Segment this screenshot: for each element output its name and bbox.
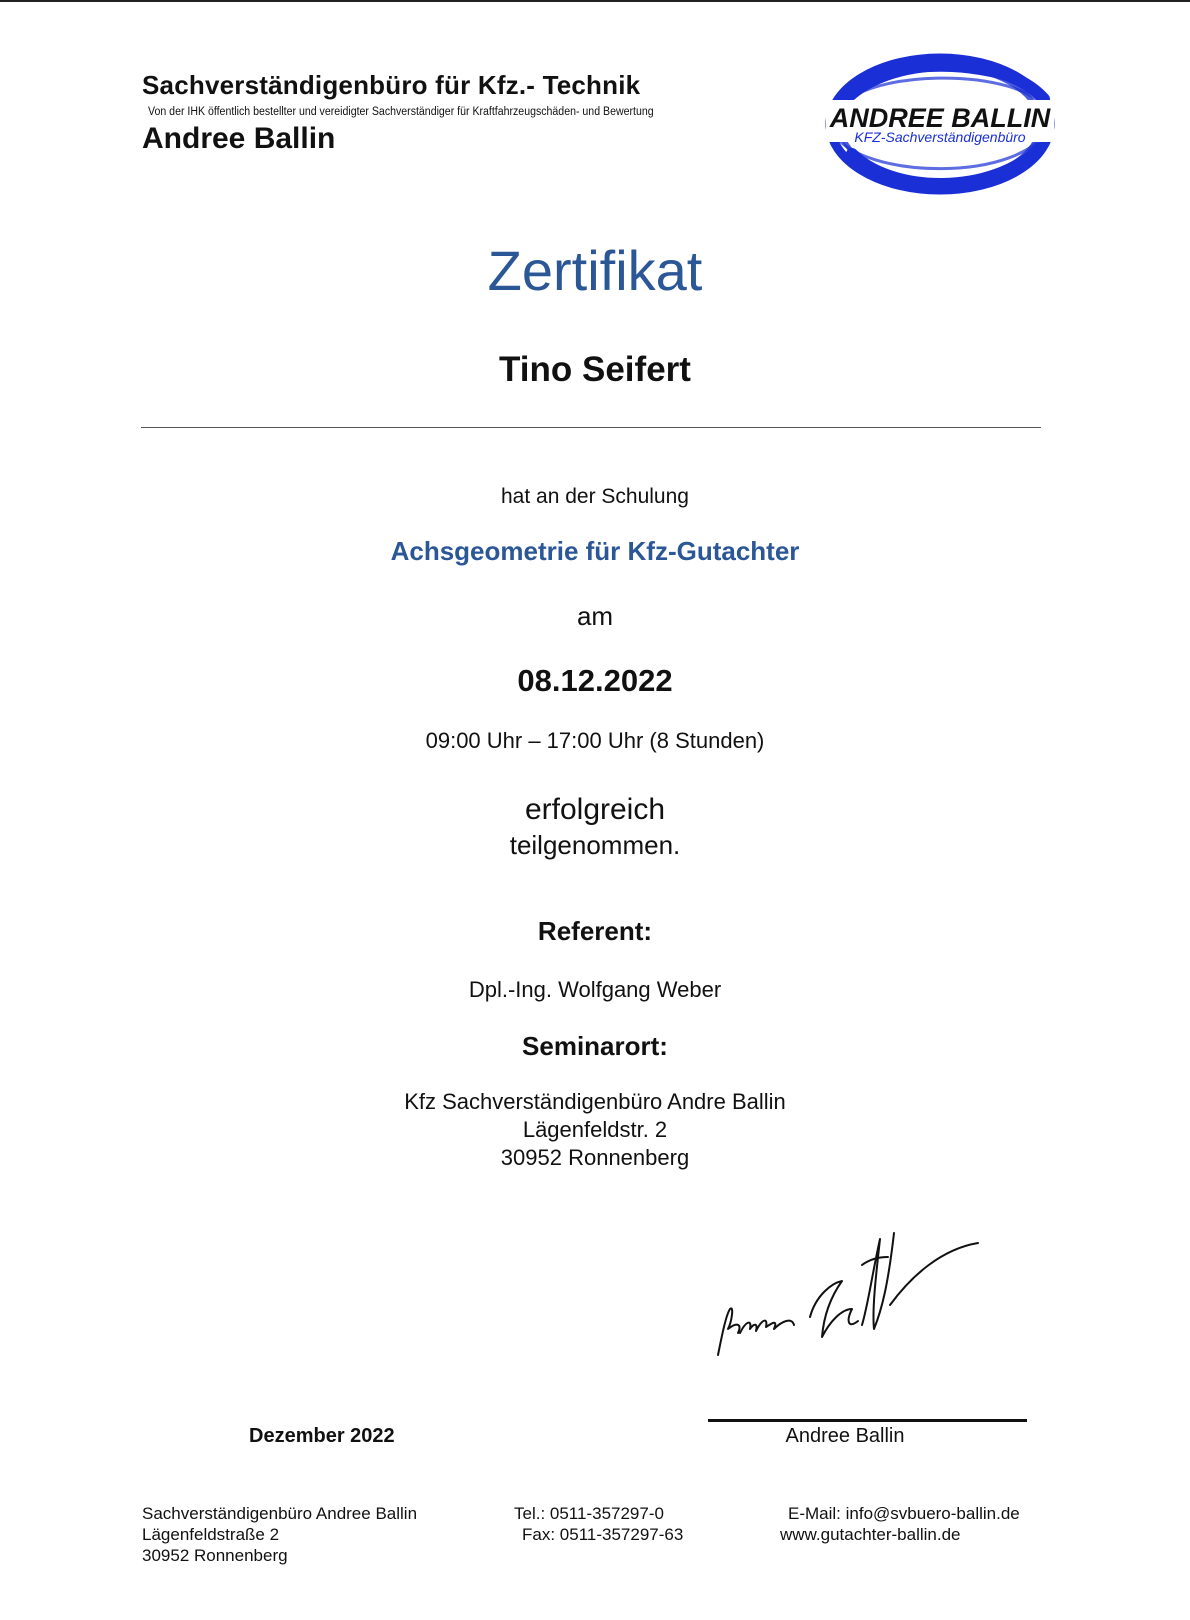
footer-company: Sachverständigenbüro Andree Ballin — [142, 1504, 418, 1523]
venue-heading: Seminarort: — [522, 1031, 668, 1061]
intro-text: hat an der Schulung — [501, 485, 689, 508]
result-line-2: teilgenommen. — [509, 830, 681, 860]
owner-name: Andree Ballin — [142, 122, 336, 155]
footer-contact — [780, 1503, 1020, 1545]
footer-address — [142, 1503, 417, 1566]
signer-name: Andree Ballin — [785, 1425, 905, 1447]
company-subtitle: Von der IHK öffentlich bestellter und vereidigter Sachverständiger für Kraftfahrzeugschäden- und Bewertung — [148, 106, 654, 118]
certificate-title: Zertifikat — [487, 239, 703, 302]
footer-fax: Fax: 0511-357297-63 — [522, 1525, 684, 1544]
result-line-1: erfolgreich — [524, 793, 666, 826]
venue-line-3: 30952 Ronnenberg — [500, 1145, 690, 1170]
footer-phone — [514, 1503, 683, 1545]
company-heading: Sachverständigenbüro für Kfz.- Technik — [142, 70, 641, 100]
venue-line-2: Lägenfeldstr. 2 — [522, 1117, 668, 1142]
recipient-name: Tino Seifert — [499, 350, 691, 389]
name-underline — [141, 427, 1041, 428]
footer-city: 30952 Ronnenberg — [142, 1546, 288, 1565]
referent-name: Dpl.-Ing. Wolfgang Weber — [468, 977, 722, 1002]
issue-month: Dezember 2022 — [249, 1425, 395, 1447]
company-logo — [822, 44, 1058, 204]
top-border — [0, 0, 1190, 2]
logo-name: ANDREE BALLIN — [829, 103, 1051, 133]
course-time: 09:00 Uhr – 17:00 Uhr (8 Stunden) — [425, 728, 765, 753]
handwritten-signature — [712, 1225, 992, 1365]
footer-web[interactable]: www.gutachter-ballin.de — [780, 1525, 961, 1544]
footer-tel: Tel.: 0511-357297-0 — [514, 1504, 664, 1523]
footer-email[interactable]: E-Mail: info@svbuero-ballin.de — [788, 1504, 1020, 1523]
signature-line — [708, 1419, 1027, 1422]
venue-address — [0, 1088, 1190, 1172]
course-title: Achsgeometrie für Kfz-Gutachter — [390, 536, 800, 566]
footer-street: Lägenfeldstraße 2 — [142, 1525, 280, 1544]
venue-line-1: Kfz Sachverständigenbüro Andre Ballin — [404, 1089, 786, 1114]
course-date: 08.12.2022 — [517, 663, 673, 698]
am-text: am — [576, 601, 614, 631]
referent-heading: Referent: — [537, 916, 653, 946]
logo-tagline: KFZ-Sachverständigenbüro — [854, 129, 1026, 145]
